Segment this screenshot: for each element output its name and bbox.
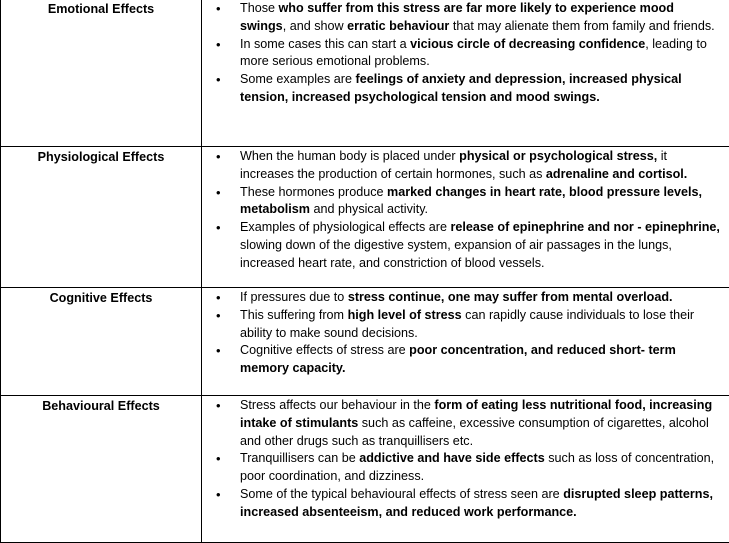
bullet-list bbox=[202, 0, 723, 107]
points-cell bbox=[202, 147, 729, 288]
bullet-icon: • bbox=[216, 220, 221, 236]
bold-text: adrenaline and cortisol. bbox=[545, 166, 688, 181]
point-text: and physical activity. bbox=[310, 202, 429, 217]
point-text: that may alienate them from family and friends. bbox=[449, 18, 715, 33]
bold-text: feelings of anxiety and depression, increased physical tension, increased psychological tension and mood swings. bbox=[240, 72, 682, 104]
category-cell bbox=[1, 0, 202, 147]
bullet-list bbox=[202, 397, 723, 522]
bullet-point bbox=[202, 289, 723, 307]
bullet-point bbox=[202, 184, 723, 220]
table-row bbox=[1, 396, 729, 543]
bullet-icon: • bbox=[216, 486, 221, 502]
bullet-point bbox=[202, 219, 723, 272]
point-text: This suffering from bbox=[240, 307, 348, 322]
point-text: Those bbox=[240, 1, 279, 15]
bullet-icon: • bbox=[216, 72, 221, 88]
points-cell bbox=[202, 288, 729, 396]
point-text: Examples of physiological effects are bbox=[240, 220, 451, 235]
bullet-icon: • bbox=[216, 343, 221, 359]
category-cell bbox=[1, 396, 202, 543]
bold-text: release of epinephrine and nor - epinephrine, bbox=[450, 220, 720, 235]
point-text: can rapidly cause individuals to lose their ability to make sound decisions. bbox=[240, 307, 695, 340]
bullet-icon: • bbox=[216, 398, 221, 413]
points-cell bbox=[202, 0, 729, 147]
bullet-point bbox=[202, 148, 723, 184]
bullet-point bbox=[202, 486, 723, 522]
bullet-icon: • bbox=[216, 184, 221, 200]
bold-text: addictive and have side effects bbox=[359, 451, 545, 466]
bold-text: poor concentration, and reduced short- term memory capacity. bbox=[240, 343, 676, 376]
bullet-icon: • bbox=[216, 1, 221, 16]
table-row bbox=[1, 147, 729, 288]
category-label: Physiological Effects bbox=[37, 150, 165, 164]
table-row bbox=[1, 288, 729, 396]
bold-text: vicious circle of decreasing confidence bbox=[410, 36, 646, 51]
bullet-point bbox=[202, 36, 723, 72]
bullet-list bbox=[202, 148, 723, 273]
bold-text: form of eating less nutritional food, increasing intake of stimulants bbox=[240, 398, 713, 430]
bullet-icon: • bbox=[216, 149, 221, 164]
bullet-point bbox=[202, 342, 723, 378]
points-cell bbox=[202, 396, 729, 543]
bullet-icon: • bbox=[216, 451, 221, 467]
bullet-list bbox=[202, 289, 723, 378]
bold-text: disrupted sleep patterns, increased absenteeism, and reduced work performance. bbox=[240, 486, 713, 519]
category-label: Behavioural Effects bbox=[42, 399, 160, 413]
bullet-point bbox=[202, 397, 723, 450]
point-text: Cognitive effects of stress are bbox=[240, 343, 410, 358]
point-text: When the human body is placed under bbox=[240, 149, 460, 163]
point-text: Some examples are bbox=[240, 72, 356, 87]
point-text: slowing down of the digestive system, expansion of air passages in the lungs, increased heart rate, and constriction of blood vessels. bbox=[240, 237, 672, 270]
category-label: Emotional Effects bbox=[47, 2, 155, 16]
category-cell bbox=[1, 147, 202, 288]
point-text: , and show bbox=[282, 18, 348, 33]
point-text: , leading to more serious emotional problems. bbox=[240, 36, 707, 69]
bold-text: high level of stress bbox=[347, 307, 462, 322]
point-text: In some cases this can start a bbox=[240, 36, 411, 51]
bullet-point bbox=[202, 450, 723, 486]
bullet-icon: • bbox=[216, 307, 221, 323]
bullet-point bbox=[202, 307, 723, 343]
point-text: These hormones produce bbox=[240, 184, 388, 199]
bold-text: marked changes in heart rate, blood pressure levels, metabolism bbox=[240, 184, 702, 217]
bold-text: physical or psychological stress, bbox=[459, 149, 658, 163]
point-text: Tranquillisers can be bbox=[240, 451, 360, 466]
point-text: If pressures due to bbox=[240, 290, 348, 304]
point-text: Some of the typical behavioural effects of stress seen are bbox=[240, 486, 564, 501]
category-label: Cognitive Effects bbox=[49, 291, 153, 305]
bullet-point bbox=[202, 0, 723, 36]
bold-text: stress continue, one may suffer from mental overload. bbox=[347, 290, 673, 304]
point-text: such as loss of concentration, poor coordination, and dizziness. bbox=[240, 451, 715, 484]
point-text: Stress affects our behaviour in the bbox=[240, 398, 435, 412]
table-row bbox=[1, 0, 729, 147]
point-text: it increases the production of certain hormones, such as bbox=[240, 149, 668, 181]
category-cell bbox=[1, 288, 202, 396]
point-text: such as caffeine, excessive consumption of cigarettes, alcohol and other drugs such as tranquillisers etc. bbox=[240, 415, 709, 448]
bullet-icon: • bbox=[216, 36, 221, 52]
bold-text: erratic behaviour bbox=[347, 18, 450, 33]
bullet-icon: • bbox=[216, 290, 221, 305]
bold-text: who suffer from this stress are far more likely to experience mood swings bbox=[240, 1, 674, 33]
bullet-point bbox=[202, 71, 723, 107]
